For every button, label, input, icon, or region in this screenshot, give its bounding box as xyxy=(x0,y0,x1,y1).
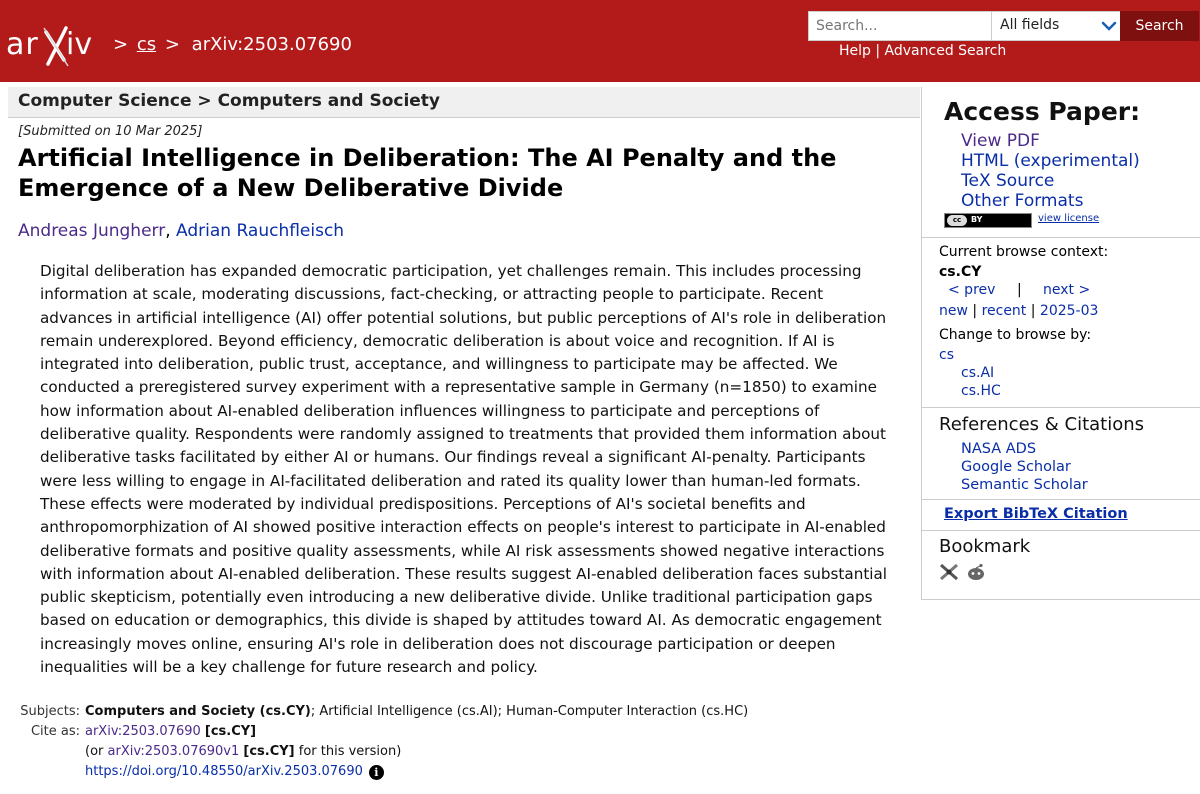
search-input[interactable] xyxy=(808,11,991,41)
browse-context-value: cs.CY xyxy=(939,264,982,280)
other-formats-link[interactable]: Other Formats xyxy=(961,191,1084,211)
google-scholar-link[interactable]: Google Scholar xyxy=(961,459,1071,475)
bookmark-heading: Bookmark xyxy=(939,536,1031,557)
semantic-scholar-link[interactable]: Semantic Scholar xyxy=(961,477,1088,493)
tex-source-link[interactable]: TeX Source xyxy=(961,171,1055,191)
search-field-value: All fields xyxy=(1000,17,1060,33)
chevron-down-icon xyxy=(1101,19,1117,33)
breadcrumb-separator: > xyxy=(113,34,129,55)
cite-value xyxy=(85,722,256,742)
header-links xyxy=(839,43,1006,59)
references-links xyxy=(961,440,1088,494)
nav-separator: | xyxy=(1030,303,1036,319)
subjects-label: Subjects: xyxy=(20,704,80,719)
info-icon[interactable]: i xyxy=(369,765,384,780)
browse-context xyxy=(939,242,1109,399)
bibsonomy-icon[interactable] xyxy=(939,563,959,581)
divider xyxy=(922,237,1200,238)
reddit-icon[interactable] xyxy=(966,563,986,581)
author-link[interactable]: Adrian Rauchfleisch xyxy=(176,221,345,241)
version-value xyxy=(85,742,401,762)
author-separator: , xyxy=(165,221,171,241)
subject-heading: Computer Science > Computers and Society xyxy=(18,91,441,111)
search-field-select[interactable] xyxy=(991,11,1126,41)
doi-value xyxy=(85,762,384,782)
version-prefix: (or xyxy=(85,744,108,759)
advanced-search-link[interactable]: Advanced Search xyxy=(884,43,1007,59)
nasa-ads-link[interactable]: NASA ADS xyxy=(961,441,1037,457)
change-browse-label: Change to browse by: xyxy=(939,327,1092,343)
divider xyxy=(922,530,1200,531)
html-link[interactable]: HTML (experimental) xyxy=(961,151,1140,171)
listing-links xyxy=(939,301,1098,321)
cc-by-license-icon[interactable] xyxy=(944,213,1032,228)
subject-header xyxy=(8,87,920,118)
svg-text:iv: iv xyxy=(66,27,93,62)
browse-cs-hc-link[interactable]: cs.HC xyxy=(961,383,1001,399)
subjects-value xyxy=(85,702,748,722)
browse-context-label: Current browse context: xyxy=(939,244,1109,260)
author-list xyxy=(18,221,344,241)
version-suffix: for this version) xyxy=(294,744,402,759)
breadcrumb-paper-id: arXiv:2503.07690 xyxy=(191,34,352,55)
recent-link[interactable]: recent xyxy=(981,303,1027,319)
search-button[interactable]: Search xyxy=(1120,11,1199,41)
browse-cs-link[interactable]: cs xyxy=(939,347,954,363)
breadcrumb-separator: > xyxy=(164,34,180,55)
sidebar xyxy=(921,87,1200,600)
divider xyxy=(922,407,1200,408)
divider xyxy=(922,499,1200,500)
paper-title: Artificial Intelligence in Deliberation: The AI Penalty and the Emergence of a New Deliberative Divide xyxy=(18,144,837,202)
cite-label: Cite as: xyxy=(30,724,80,739)
arxiv-logo[interactable] xyxy=(6,20,106,68)
breadcrumb-cs-link[interactable]: cs xyxy=(136,34,157,55)
cc-badge-left: cc xyxy=(947,215,967,226)
nav-separator: | xyxy=(972,303,978,319)
month-link[interactable]: 2025-03 xyxy=(1039,303,1099,319)
view-license-link[interactable]: view license xyxy=(1038,213,1100,224)
link-separator: | xyxy=(875,43,881,59)
help-link[interactable]: Help xyxy=(839,43,871,59)
browse-cs-ai-link[interactable]: cs.AI xyxy=(961,365,995,381)
new-link[interactable]: new xyxy=(939,303,968,319)
svg-text:ar: ar xyxy=(6,27,39,62)
author-link[interactable]: Andreas Jungherr xyxy=(18,221,166,241)
version-category: [cs.CY] xyxy=(243,744,295,759)
site-header xyxy=(0,0,1200,82)
prev-link[interactable]: < prev xyxy=(948,282,996,298)
references-heading: References & Citations xyxy=(939,414,1145,435)
cite-category: [cs.CY] xyxy=(204,724,257,739)
nav-separator: | xyxy=(1017,282,1022,298)
export-bibtex-link[interactable]: Export BibTeX Citation xyxy=(944,506,1128,522)
submission-date: [Submitted on 10 Mar 2025] xyxy=(18,124,203,139)
cc-badge-right: BY xyxy=(971,215,983,224)
abstract: Digital deliberation has expanded democratic participation, yet challenges remain. This includes processing information at scale, moderating discussions, fact-checking, or attracting people to participate. Recent advances in artificial intelligence (AI) offer potential solutions, but public perceptions of AI's role in deliberation remain underexplored. Beyond efficiency, democratic deliberation is about voice and recognition. If AI is integrated into deliberation, public trust, acceptance, and willingness to participate may be affected. We conducted a preregistered survey experiment with a representative sample in Germany (n=1850) to examine how information about AI-enabled deliberation influences willingness to participate and perceptions of deliberative quality. Respondents were randomly assigned to treatments that provided them information about deliberative tasks facilitated by either AI or humans. Our findings reveal a significant AI-penalty. Participants were less willing to engage in AI-facilitated deliberation and rated its quality lower than human-led formats. These effects were moderated by individual predispositions. Perceptions of AI's societal benefits and anthropomorphization of AI showed positive interaction effects on people's interest to participate in AI-enabled deliberative formats and positive quality assessments, while AI risk assessments showed negative interactions with information about AI-enabled deliberation. These results suggest AI-enabled deliberation faces substantial public skepticism, potentially even introducing a new deliberative divide. Unlike traditional participation gaps based on education or demographics, this divide is shaped by attitudes toward AI. As democratic engagement increasingly moves online, ensuring AI's role in deliberation does not discourage participation or deepen inequalities will be a key challenge for future research and policy. xyxy=(40,262,888,677)
access-links xyxy=(961,131,1140,211)
doi-link[interactable]: https://doi.org/10.48550/arXiv.2503.07690 xyxy=(85,764,363,779)
next-link[interactable]: next > xyxy=(1043,282,1091,298)
view-pdf-link[interactable]: View PDF xyxy=(961,131,1040,151)
other-subjects: ; Artificial Intelligence (cs.AI); Human-Computer Interaction (cs.HC) xyxy=(310,704,749,719)
primary-subject: Computers and Society (cs.CY) xyxy=(85,704,311,719)
cite-id-link[interactable]: arXiv:2503.07690 xyxy=(85,724,201,739)
breadcrumb xyxy=(110,34,355,55)
version-id-link[interactable]: arXiv:2503.07690v1 xyxy=(107,744,240,759)
bookmark-icons xyxy=(939,563,988,581)
access-paper-heading: Access Paper: xyxy=(944,97,1141,126)
